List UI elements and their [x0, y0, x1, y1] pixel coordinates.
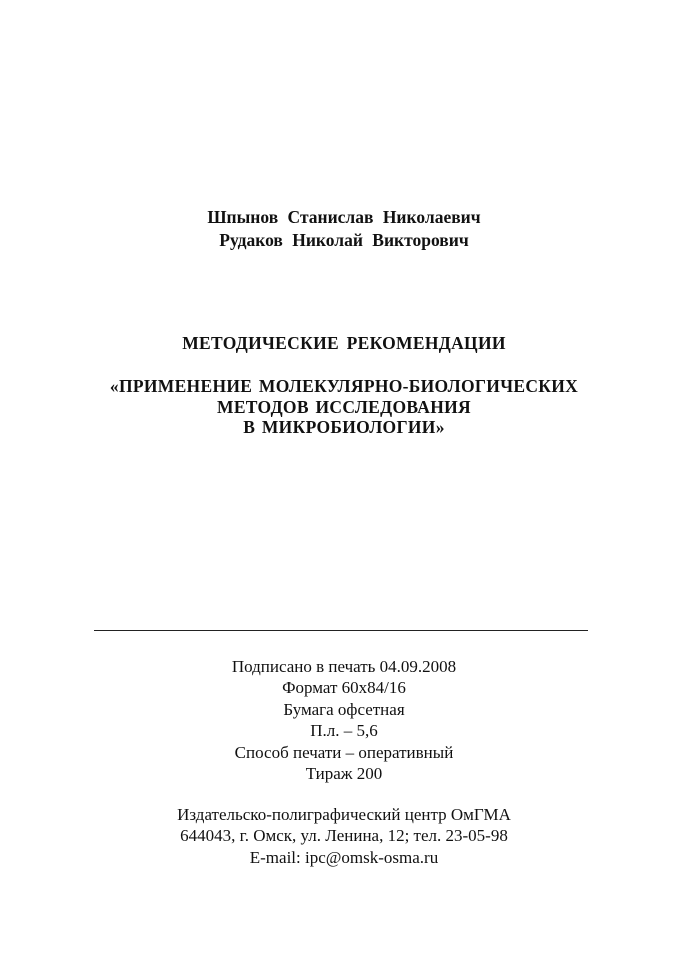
- publisher-address: 644043, г. Омск, ул. Ленина, 12; тел. 23-05-98: [180, 826, 508, 846]
- printed-sheets-info: П.л. – 5,6: [310, 721, 378, 741]
- publisher-name: Издательско-полиграфический центр ОмГМА: [177, 805, 511, 824]
- author-name: Шпынов Станислав Николаевич: [207, 207, 481, 227]
- title-line: МЕТОДОВ ИССЛЕДОВАНИЯ: [217, 396, 471, 417]
- signed-for-print: Подписано в печать 04.09.2008: [231, 657, 457, 676]
- print-run-info: Тираж 200: [305, 764, 383, 784]
- title-line: В МИКРОБИОЛОГИИ»: [243, 417, 445, 437]
- author-name: Рудаков Николай Викторович: [219, 230, 469, 250]
- imprint-block: [0, 656, 688, 784]
- document-type-heading: МЕТОДИЧЕСКИЕ РЕКОМЕНДАЦИИ: [182, 333, 506, 353]
- printing-method-info: Способ печати – оперативный: [234, 742, 454, 762]
- horizontal-divider: [94, 630, 588, 631]
- publisher-block: [0, 804, 688, 868]
- format-info: Формат 60х84/16: [282, 678, 406, 698]
- title-line: «ПРИМЕНЕНИЕ МОЛЕКУЛЯРНО-БИОЛОГИЧЕСКИХ: [109, 376, 579, 396]
- publisher-email: E-mail: ipc@omsk-osma.ru: [249, 847, 439, 867]
- authors-block: [0, 206, 688, 252]
- document-title: [0, 376, 688, 438]
- paper-info: Бумага офсетная: [283, 699, 405, 719]
